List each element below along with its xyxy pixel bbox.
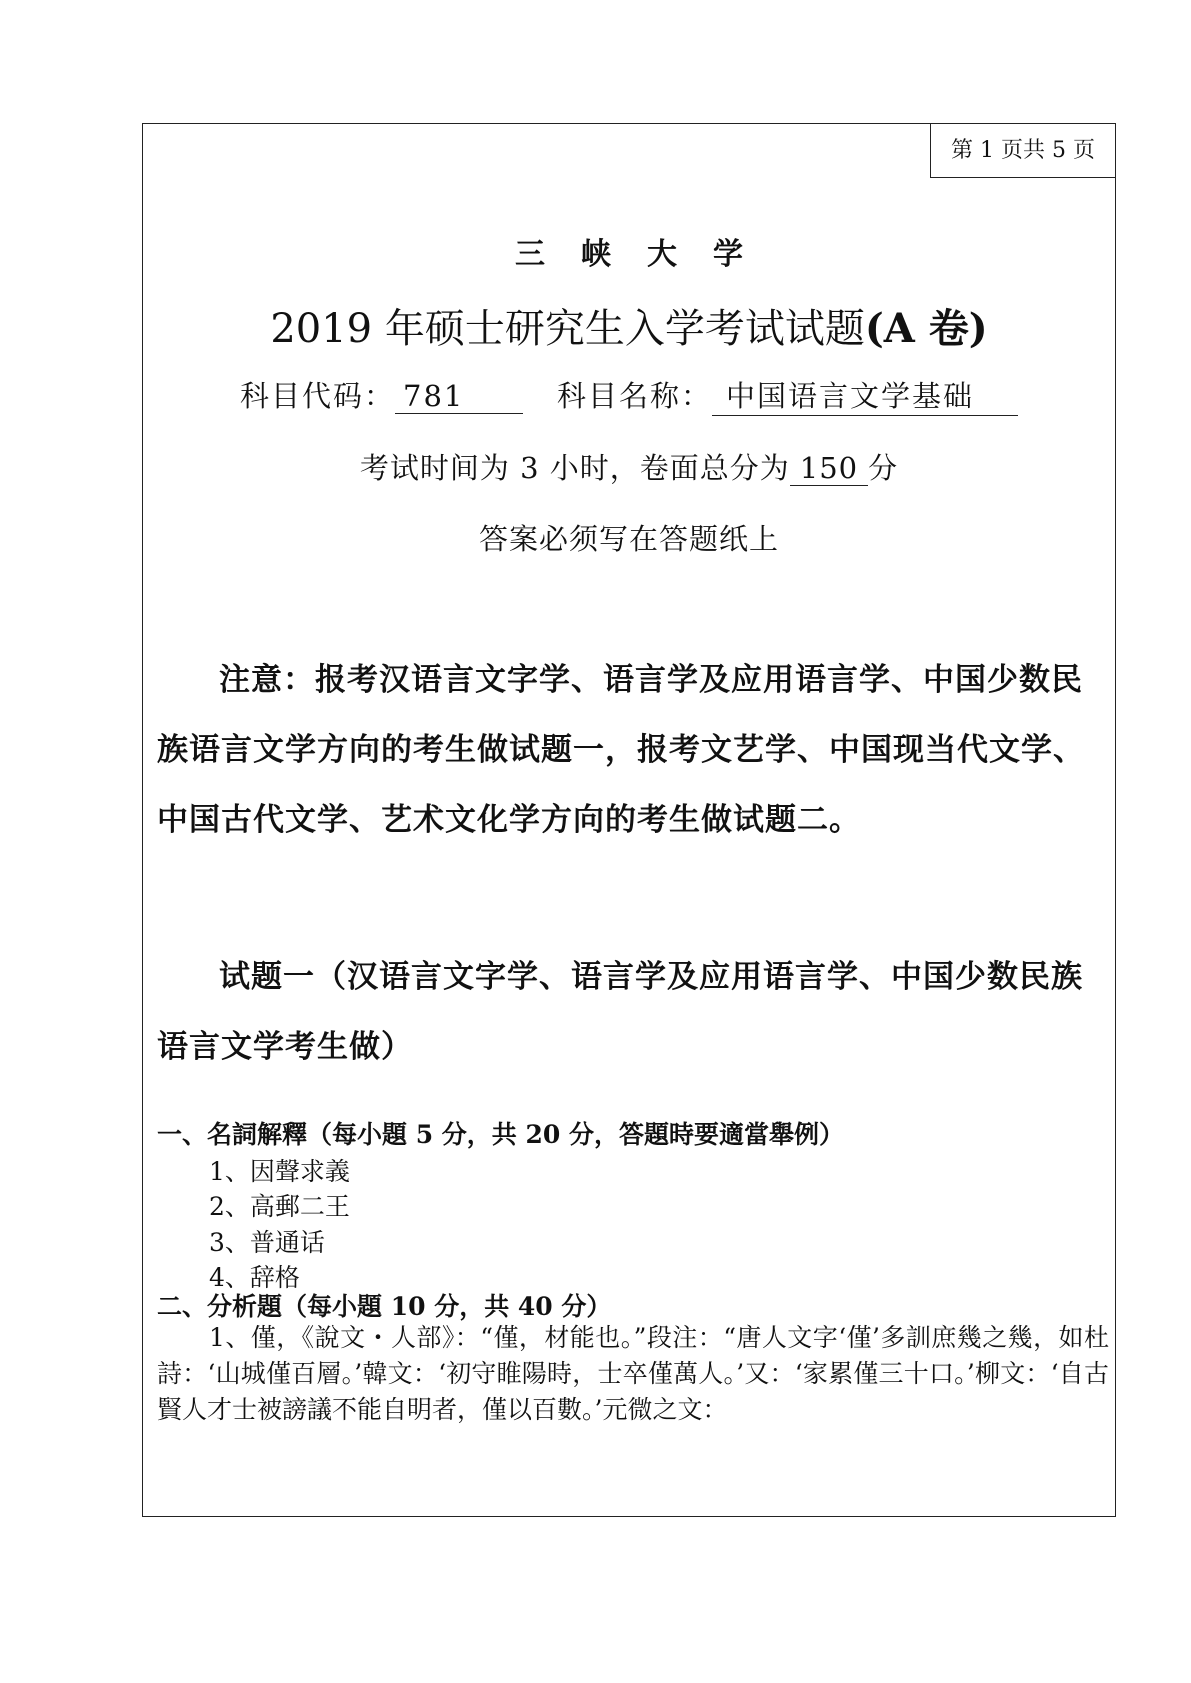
- answer-note: 答案必须写在答题纸上: [478, 522, 779, 556]
- analysis-passage: 1、僅，《說文・人部》：“僅，材能也。”段注：“唐人文字‘僅’多訓庶幾之幾，如杜詩：‘山城僅百層。’韓文：‘初守睢陽時，士卒僅萬人。’又：‘家累僅三十口。’柳文：‘自古賢人才士被謗議不能自明者，僅以百數。’元微之文：: [157, 1323, 1109, 1424]
- question-two-title: 二、分析題（每小題 10 分，共 40 分）: [157, 1292, 612, 1321]
- list-item: 1、因聲求義: [209, 1157, 350, 1186]
- paper-version: (A 卷): [864, 305, 988, 352]
- exam-title: [143, 297, 1115, 354]
- section-one-title: 试题一（汉语言文字学、语言学及应用语言学、中国少数民族语言文学考生做）: [157, 959, 1083, 1065]
- page-counter: 第 1 页共 5 页: [930, 123, 1116, 178]
- score-unit: 分: [868, 451, 899, 485]
- list-item: 4、辞格: [209, 1263, 300, 1292]
- list-item: 3、普通话: [209, 1228, 325, 1257]
- notice-paragraph: 注意：报考汉语言文字学、语言学及应用语言学、中国少数民族语言文学方向的考生做试题一，报考文艺学、中国现当代文学、中国古代文学、艺术文化学方向的考生做试题二。: [157, 662, 1085, 838]
- exam-time-text: 考试时间为 3 小时，卷面总分为: [359, 451, 790, 485]
- exam-title-text: 2019 年硕士研究生入学考试试题: [270, 306, 865, 352]
- total-score: 150: [790, 451, 868, 486]
- subject-code-label: 科目代码：: [239, 379, 395, 413]
- exam-page-frame: [142, 123, 1116, 1517]
- question-one-title: 一、名詞解釋（每小題 5 分，共 20 分，答題時要適當舉例）: [157, 1120, 845, 1149]
- subject-name-label: 科目名称：: [557, 379, 713, 413]
- exam-time-line: [143, 446, 1115, 487]
- university-name: 三峡大学: [515, 237, 779, 272]
- list-item: 2、高郵二王: [209, 1192, 350, 1221]
- subject-name: 中国语言文学基础: [712, 374, 1018, 416]
- subject-code: 781: [395, 379, 523, 414]
- subject-line: [143, 374, 1115, 416]
